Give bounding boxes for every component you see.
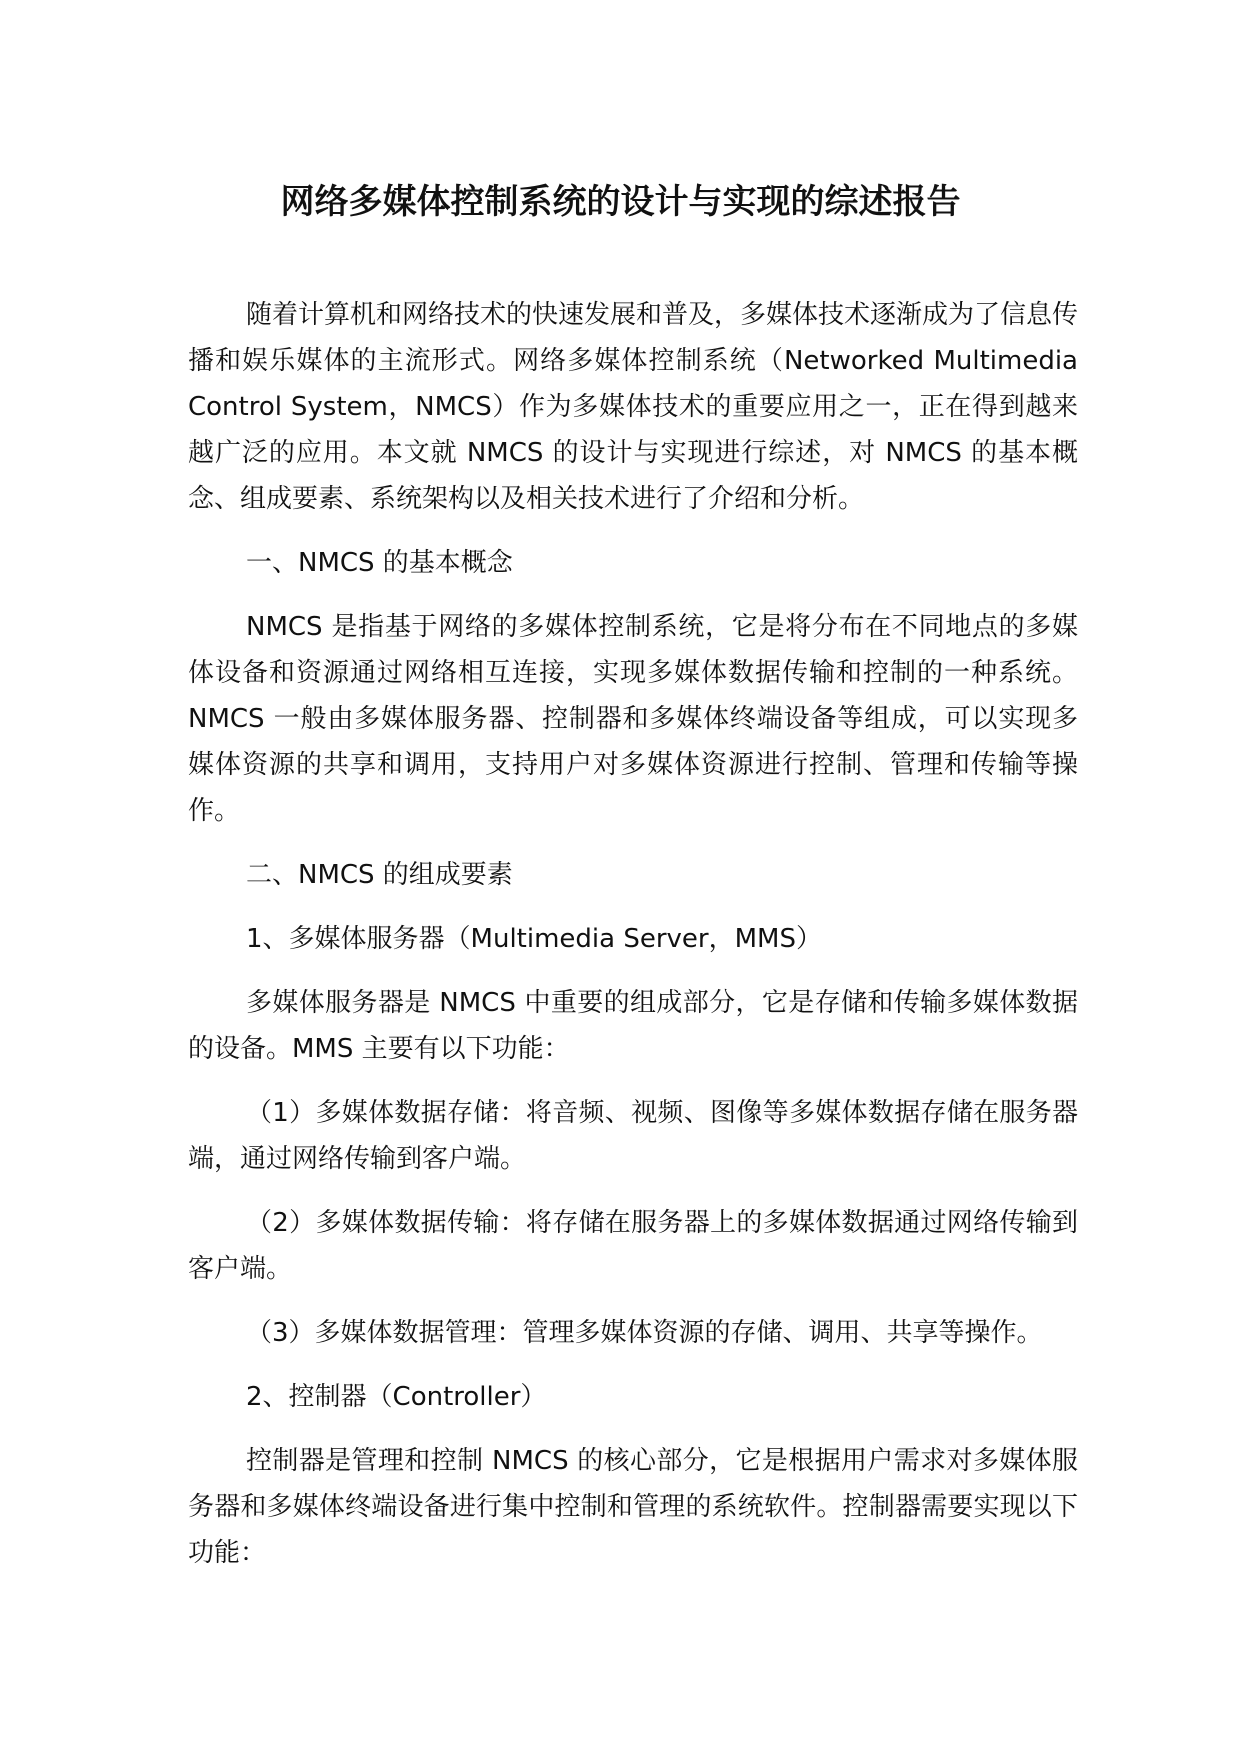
paragraph-basic-concept: NMCS 是指基于网络的多媒体控制系统，它是将分布在不同地点的多媒体设备和资源通过网络相互连接，实现多媒体数据传输和控制的一种系统。NMCS 一般由多媒体服务器、控制器和多媒体终端设备等组成，可以实现多媒体资源的共享和调用，支持用户对多媒体资源进行控制、管理和传输等操作。 — [188, 612, 1078, 826]
paragraph-mms: 多媒体服务器是 NMCS 中重要的组成部分，它是存储和传输多媒体数据的设备。MMS 主要有以下功能： — [188, 988, 1078, 1064]
list-item-mms-management: （3）多媒体数据管理：管理多媒体资源的存储、调用、共享等操作。 — [246, 1318, 1043, 1348]
paragraph-controller: 控制器是管理和控制 NMCS 的核心部分，它是根据用户需求对多媒体服务器和多媒体终端设备进行集中控制和管理的系统软件。控制器需要实现以下功能： — [188, 1446, 1078, 1568]
document-body — [188, 292, 1078, 1594]
subsection-heading-mms: 1、多媒体服务器（Multimedia Server，MMS） — [246, 924, 822, 954]
list-item-mms-transfer: （2）多媒体数据传输：将存储在服务器上的多媒体数据通过网络传输到客户端。 — [188, 1208, 1078, 1284]
section-heading-components: 二、NMCS 的组成要素 — [246, 860, 513, 890]
paragraph-intro: 随着计算机和网络技术的快速发展和普及，多媒体技术逐渐成为了信息传播和娱乐媒体的主流形式。网络多媒体控制系统（Networked Multimedia Control System，NMCS）作为多媒体技术的重要应用之一，正在得到越来越广泛的应用。本文就 NMCS 的设计与实现进行综述，对 NMCS 的基本概念、组成要素、系统架构以及相关技术进行了介绍和分析。 — [188, 300, 1079, 514]
list-item-mms-storage: （1）多媒体数据存储：将音频、视频、图像等多媒体数据存储在服务器端，通过网络传输到客户端。 — [188, 1098, 1078, 1174]
section-heading-basic-concept: 一、NMCS 的基本概念 — [246, 548, 513, 578]
subsection-heading-controller: 2、控制器（Controller） — [246, 1382, 547, 1412]
document-title: 网络多媒体控制系统的设计与实现的综述报告 — [280, 182, 961, 222]
